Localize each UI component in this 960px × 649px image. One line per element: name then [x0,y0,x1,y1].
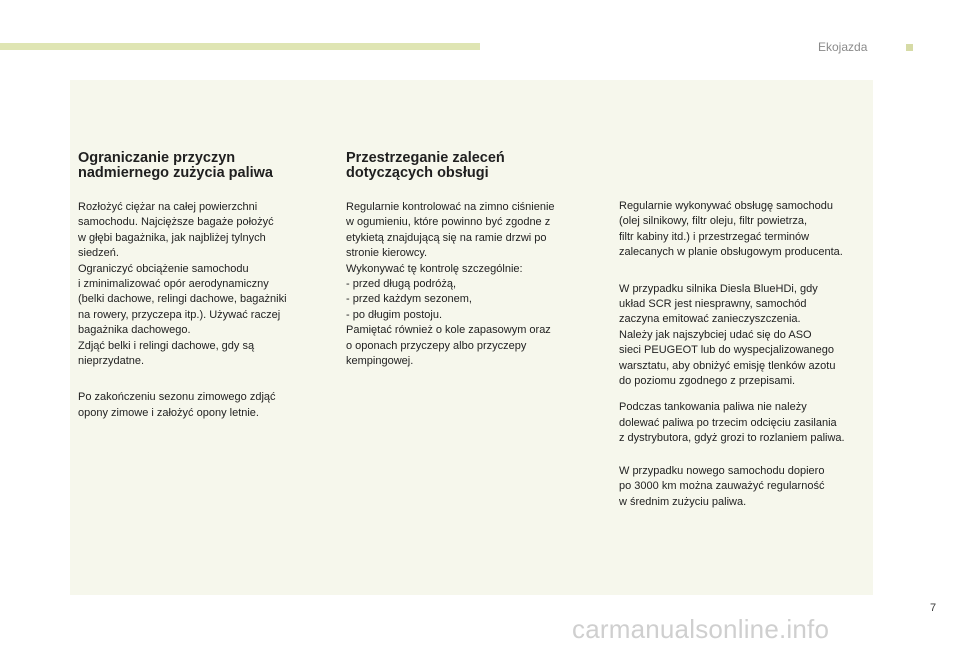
column-maintenance [346,151,596,369]
paragraph-bluehdi-scr: W przypadku silnika Diesla BlueHDi, gdy układ SCR jest niesprawny, samochód zaczyna emitować zanieczyszczenia. Należy jak najszybciej udać się do ASO sieci PEUGEOT lub do wyspecjalizowanego warsztatu, aby obniżyć emisję tlenków azotu do poziomu zgodnego z przepisami. [619,282,836,388]
section-marker [906,44,913,51]
paragraph-refuelling: Podczas tankowania paliwa nie należy dolewać paliwa po trzecim odcięciu zasilania z dystrybutora, gdyż grozi to rozlaniem paliwa. [619,401,845,445]
watermark: carmanualsonline.info [572,614,830,644]
paragraph-regular-service: Regularnie wykonywać obsługę samochodu (olej silnikowy, filtr oleju, filtr powietrza, filtr kabiny itd.) i przestrzegać terminów zalecanych w planie obsługowym producenta. [619,200,843,259]
column-fuel-consumption [78,151,318,421]
column-maintenance-continued [619,199,871,510]
paragraph-new-vehicle: W przypadku nowego samochodu dopiero po 3000 km można zauważyć regularność w średnim zużyciu paliwa. [619,464,825,508]
page-number: 7 [930,602,937,614]
heading-fuel-consumption: Ograniczanie przyczyn nadmiernego zużycia paliwa [78,150,273,181]
header-accent-bar [0,43,480,50]
paragraph-winter-tyres: Po zakończeniu sezonu zimowego zdjąć opony zimowe i założyć opony letnie. [78,391,276,419]
heading-maintenance: Przestrzeganie zaleceń dotyczących obsługi [346,150,505,181]
paragraph-load-distribution: Rozłożyć ciężar na całej powierzchni samochodu. Najcięższe bagaże położyć w głębi bagażnika, jak najbliżej tylnych siedzeń. Ograniczyć obciążenie samochodu i zminimalizować opór aerodynamiczny (belki dachowe, relingi dachowe, bagażniki na rowery, przyczepa itp.). Używać raczej bagażnika dachowego. Zdjąć belki i relingi dachowe, gdy są nieprzydatne. [78,201,287,368]
section-title: Ekojazda [818,40,868,54]
paragraph-tyre-pressure: Regularnie kontrolować na zimno ciśnienie w ogumieniu, które powinno być zgodne z etykietą znajdującą się na ramie drzwi po stronie kierowcy. Wykonywać tę kontrolę szczególnie: - przed długą podróżą, - przed każdym sezonem, - po długim postoju. Pamiętać również o kole zapasowym oraz o oponach przyczepy albo przyczepy kempingowej. [346,201,555,368]
